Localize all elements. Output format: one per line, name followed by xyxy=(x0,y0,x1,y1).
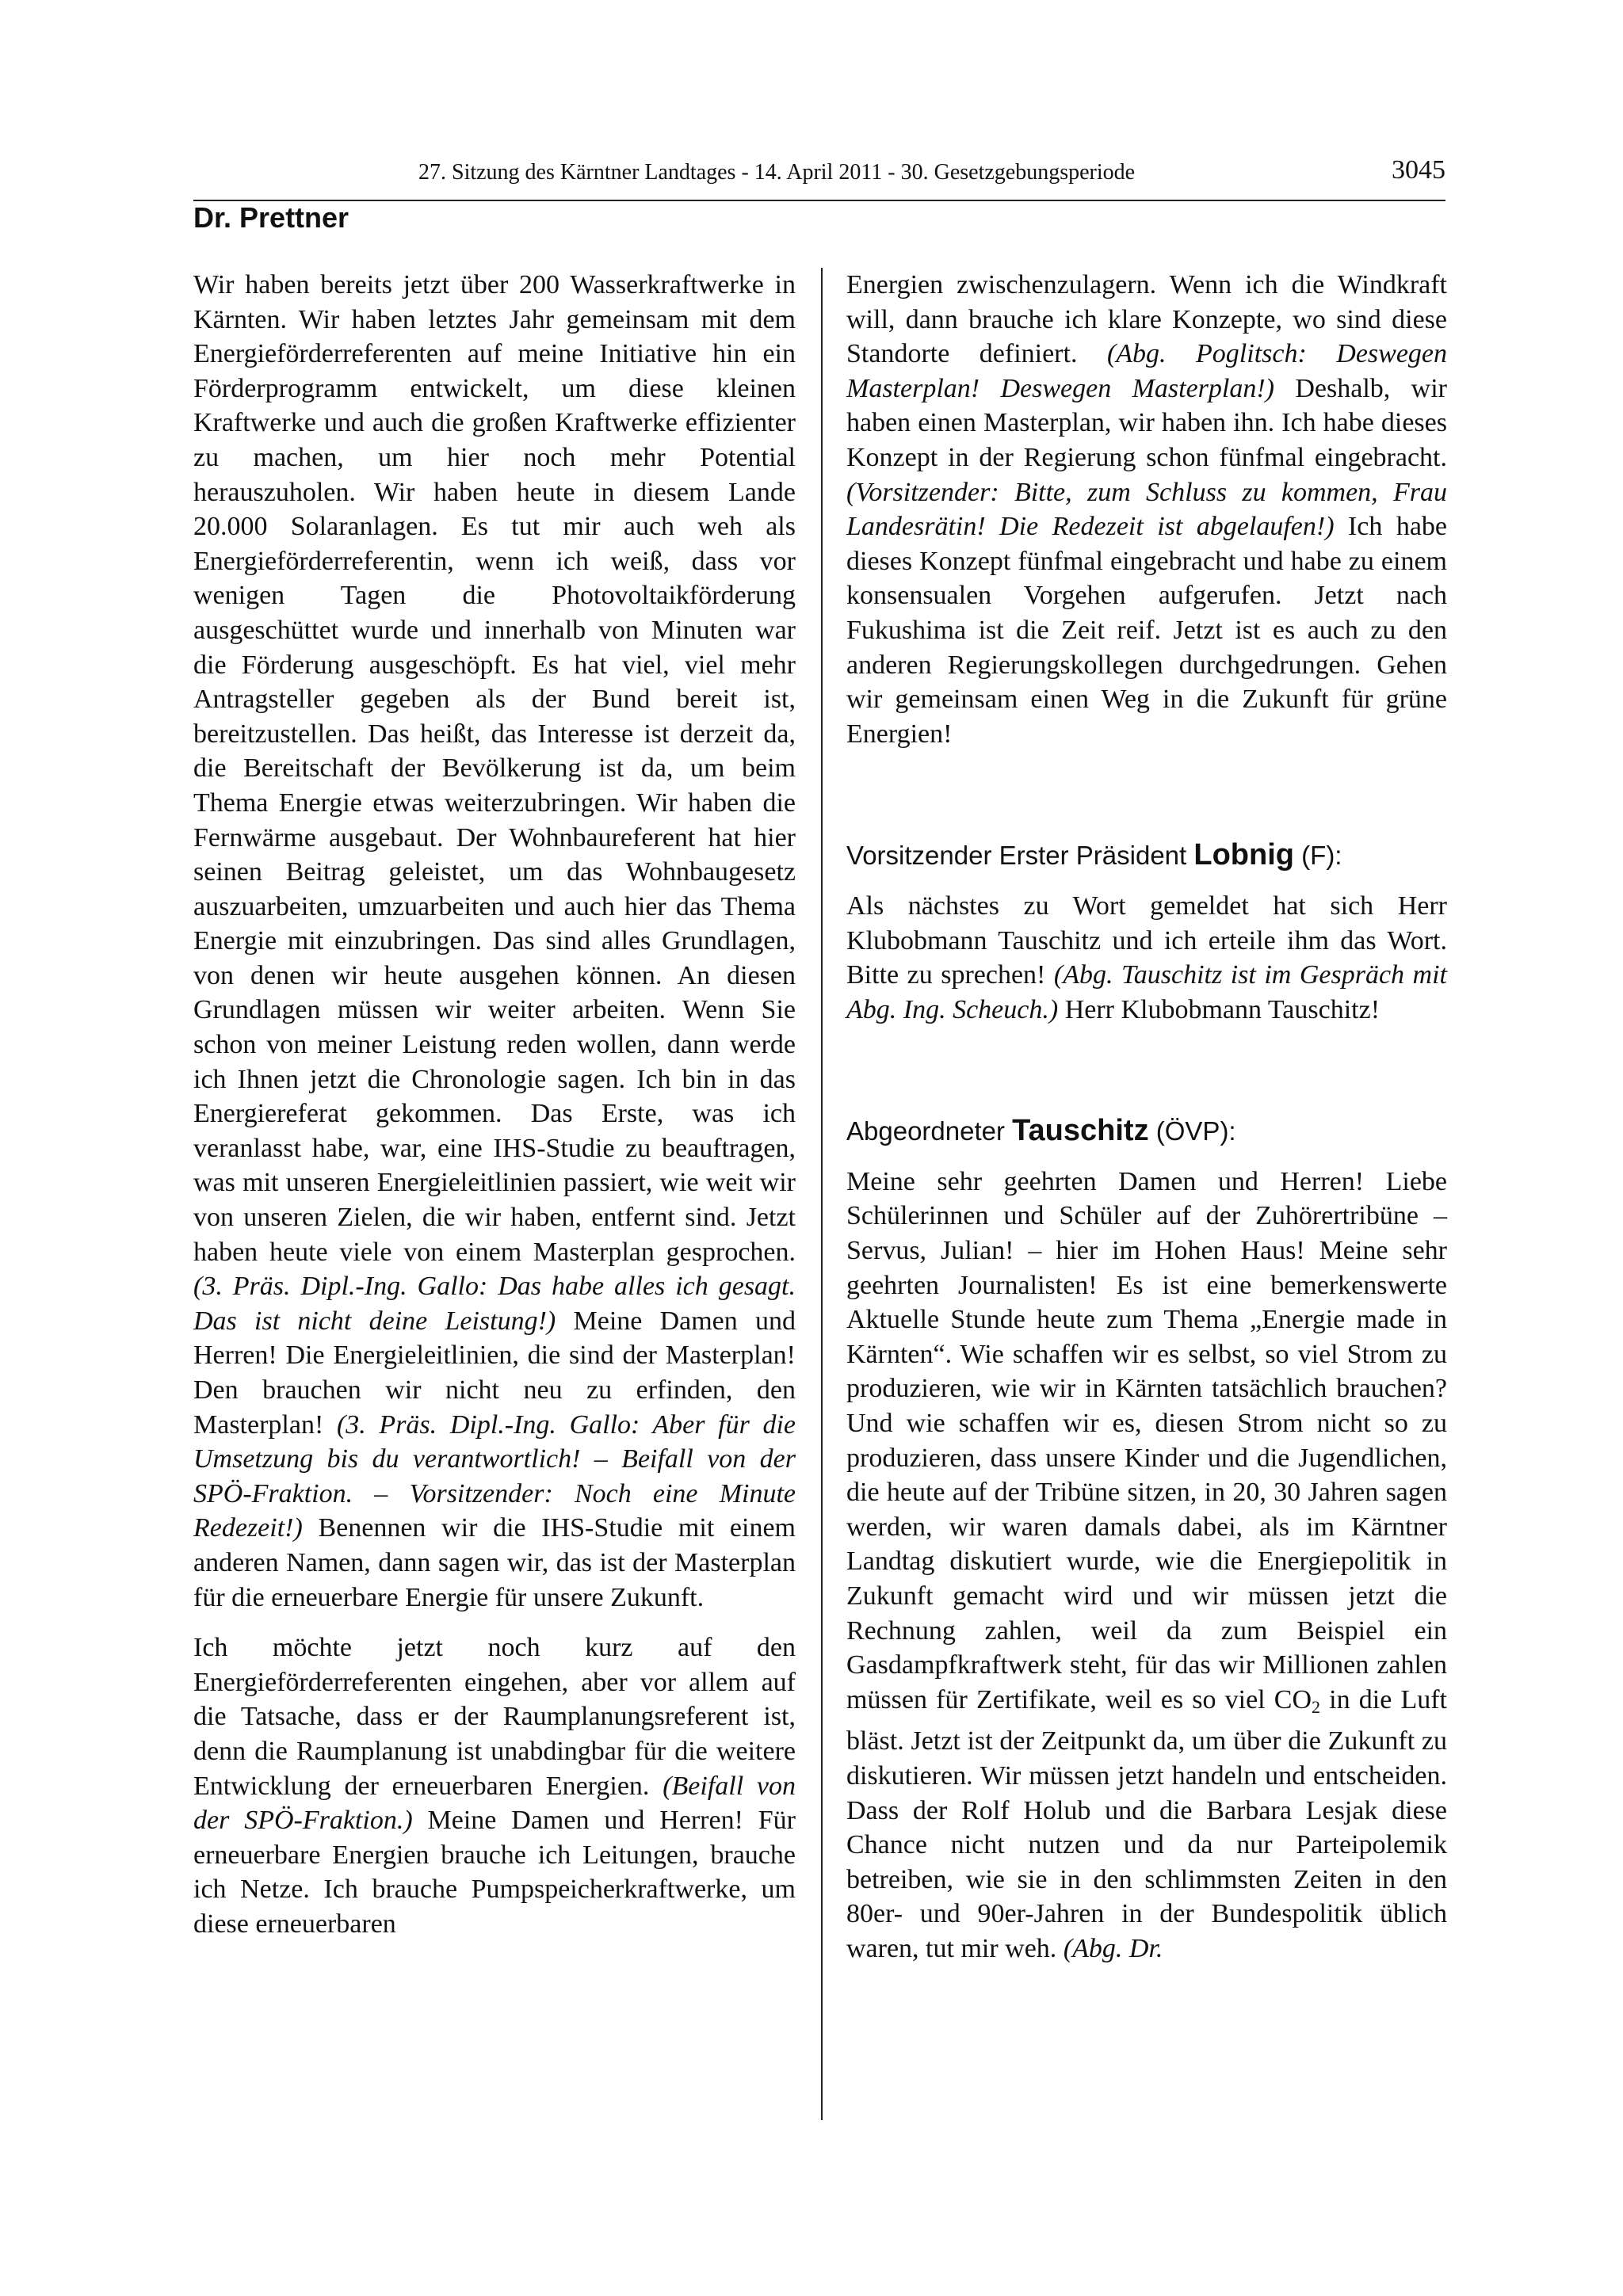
interjection: (3. Präs. Dipl.-Ing. Gallo: Das habe alles ich gesagt. Das ist nicht deine Leistung!) xyxy=(193,1272,796,1336)
interjection: (Abg. Poglitsch: Deswegen Masterplan! Deswegen Masterplan!) xyxy=(846,339,1447,403)
speech-text: Deshalb, wir haben einen Masterplan, wir haben ihn. Ich habe dieses Konzept in der Regierung schon fünfmal eingebracht. xyxy=(846,373,1447,472)
subscript: 2 xyxy=(1312,1696,1321,1717)
column-divider xyxy=(821,268,823,2120)
interjection: (Abg. Dr. xyxy=(1063,1933,1163,1963)
speech-text: Meine Damen und Herren! Für erneuerbare Energien brauche ich Leitungen, brauche ich Netze. Ich brauche Pumpspeicherkraftwerke, um diese erneuerbaren xyxy=(193,1806,796,1939)
paragraph xyxy=(846,889,1447,1027)
session-title: 27. Sitzung des Kärntner Landtages - 14. April 2011 - 30. Gesetzgebungsperiode xyxy=(418,160,1136,185)
page-number: 3045 xyxy=(1392,155,1445,185)
speech-text: Ich habe dieses Konzept fünfmal eingebracht und habe zu einem konsensualen Vorgehen aufgerufen. Jetzt nach Fukushima ist die Zeit reif. Jetzt ist es auch zu den anderen Regierungskollegen durchgedrungen. Gehen wir gemeinsam einen Weg in die Zukunft für grüne Energien! xyxy=(846,512,1447,749)
speech-text: Meine Damen und Herren! Die Energieleitlinien, die sind der Masterplan! Den brauchen wir nicht neu zu erfinden, den Masterplan! xyxy=(193,1306,796,1440)
speaker-name-tauschitz: Tauschitz xyxy=(1012,1114,1149,1148)
speech-text: in die Luft bläst. Jetzt ist der Zeitpunkt da, um über die Zukunft zu diskutieren. Wir müssen jetzt handeln und entscheiden. Dass der Rolf Holub und die Barbara Lesjak diese Chance nicht nutzen und da nur Parteipolemik betreiben, wie sie in den schlimmsten Zeiten in den 80er- und 90er-Jahren in der Bundespolitik üblich waren, tut mir weh. xyxy=(846,1684,1448,1963)
speech-text: Energien zwischenzulagern. Wenn ich die Windkraft will, dann brauche ich klare Konzepte, wo sind diese Standorte definiert. xyxy=(846,270,1447,369)
page-header xyxy=(193,155,1445,201)
interjection: (Beifall von der SPÖ-Fraktion.) xyxy=(193,1771,796,1836)
interjection: (Abg. Tauschitz ist im Gespräch mit Abg. Ing. Scheuch.) xyxy=(846,960,1447,1024)
paragraph xyxy=(193,1630,796,1941)
interjection: (Vorsitzender: Bitte, zum Schluss zu kommen, Frau Landesrätin! Die Redezeit ist abgelaufen!) xyxy=(846,477,1447,542)
right-column xyxy=(846,268,1447,1966)
paragraph xyxy=(846,268,1447,751)
speech-text: Wir haben bereits jetzt über 200 Wasserkraftwerke in Kärnten. Wir haben letztes Jahr gemeinsam mit dem Energieförderreferenten auf meine Initiative hin ein Förderprogramm entwickelt, um diese kleinen Kraftwerke und auch die großen Kraftwerke effizienter zu machen, um hier noch mehr Potential herauszuholen. Wir haben heute in diesem Lande 20.000 Solaranlagen. Es tut mir auch weh als Energieförderreferentin, wenn ich weiß, dass vor wenigen Tagen die Photovoltaikförderung ausgeschüttet wurde und innerhalb von Minuten war die Förderung ausgeschöpft. Es hat viel, viel mehr Antragsteller gegeben als der Bund bereit ist, bereitzustellen. Das heißt, das Interesse ist derzeit da, die Bereitschaft der Bevölkerung ist da, um beim Thema Energie etwas weiterzubringen. Wir haben die Fernwärme ausgebaut. Der Wohnbaureferent hat hier seinen Beitrag geleistet, um das Wohnbaugesetz auszuarbeiten, umzuarbeiten und auch hier das Thema Energie mit einzubringen. Das sind alles Grundlagen, von denen wir heute ausgehen können. An diesen Grundlagen müssen wir weiter arbeiten. Wenn Sie schon von meiner Leistung reden wollen, dann werde ich Ihnen jetzt die Chronologie sagen. Ich bin in das Energiereferat gekommen. Das Erste, was ich veranlasst habe, war, eine IHS-Studie zu beauftragen, was mit unseren Energieleitlinien passiert, wie weit wir von unseren Zielen, die wir haben, entfernt sind. Jetzt haben heute viele von einem Masterplan gesprochen. xyxy=(193,270,796,1267)
speaker-name-lobnig: Lobnig xyxy=(1193,838,1294,872)
speech-text: Als nächstes zu Wort gemeldet hat sich Herr Klubobmann Tauschitz und ich erteile ihm das Wort. Bitte zu sprechen! xyxy=(846,891,1447,990)
speaker-heading-tauschitz: Abgeordneter Tauschitz (ÖVP): xyxy=(846,1114,1236,1148)
interjection: (3. Präs. Dipl.-Ing. Gallo: Aber für die Umsetzung bis du verantwortlich! – Beifall von der SPÖ-Fraktion. – Vorsitzender: Noch eine Minute Redezeit!) xyxy=(193,1409,796,1543)
speech-text: Benennen wir die IHS-Studie mit einem anderen Namen, dann sagen wir, das ist der Masterplan für die erneuerbare Energie für unsere Zukunft. xyxy=(193,1513,796,1612)
paragraph xyxy=(193,268,796,1615)
left-column xyxy=(193,268,796,1942)
speech-text: Ich möchte jetzt noch kurz auf den Energieförderreferenten eingehen, aber vor allem auf die Tatsache, dass er der Raumplanungsreferent ist, denn die Raumplanung ist unabdingbar für die weitere Entwicklung der erneuerbaren Energien. xyxy=(193,1633,796,1801)
speaker-name: Dr. Prettner xyxy=(193,201,349,234)
speaker-heading-lobnig: Vorsitzender Erster Präsident Lobnig (F): xyxy=(846,838,1342,872)
speech-text: Meine sehr geehrten Damen und Herren! Liebe Schülerinnen und Schüler auf der Zuhörertribüne – Servus, Julian! – hier im Hohen Haus! Meine sehr geehrten Journalisten! Es ist eine bemerkenswerte Aktuelle Stunde heute zum Thema „Energie made in Kärnten“. Wie schaffen wir es selbst, so viel Strom zu produzieren, wie wir in Kärnten tatsächlich brauchen? Und wie schaffen wir es, diesen Strom nicht so zu produzieren, dass unsere Kinder und die Jugendlichen, die heute auf der Tribüne sitzen, in 20, 30 Jahren sagen werden, wir waren damals dabei, als im Kärntner Landtag diskutiert wurde, wie die Energiepolitik in Zukunft gemacht wird und wir müssen jetzt die Rechnung zahlen, weil da zum Beispiel ein Gasdampfkraftwerk steht, für das wir Millionen zahlen müssen für Zertifikate, weil es so viel CO xyxy=(846,1166,1447,1714)
speech-text: Herr Klubobmann Tauschitz! xyxy=(1064,994,1381,1024)
paragraph xyxy=(846,1165,1447,1966)
